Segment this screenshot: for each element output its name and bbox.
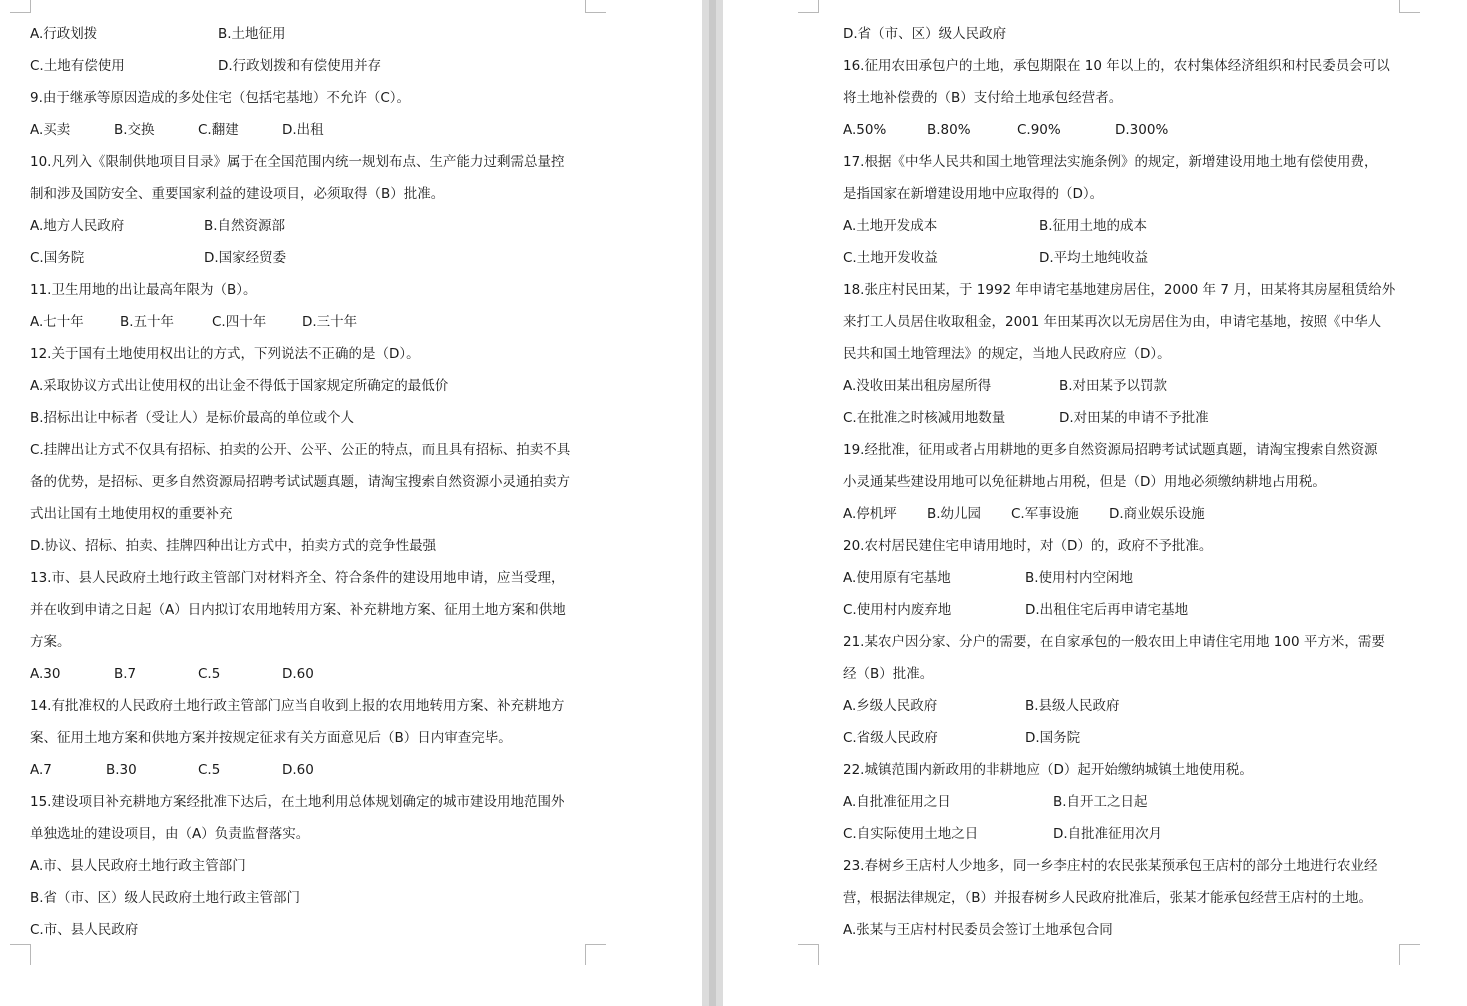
answer-option: C.使用村内废弃地: [843, 602, 952, 618]
answer-option: D.60: [282, 762, 314, 778]
text-line: 12.关于国有土地使用权出让的方式，下列说法不正确的是（D）。: [30, 346, 420, 362]
text-line: A.采取协议方式出让使用权的出让金不得低于国家规定所确定的最低价: [30, 378, 449, 394]
answer-option: B.幼儿园: [927, 506, 982, 522]
text-line: 案、征用土地方案和供地方案并按规定征求有关方面意见后（B）日内审查完毕。: [30, 730, 512, 746]
text-line: 小灵通某些建设用地可以免征耕地占用税，但是（D）用地必须缴纳耕地占用税。: [843, 474, 1326, 490]
answer-options-row: [843, 498, 1403, 530]
answer-options-row: [843, 594, 1403, 626]
answer-options-row: [843, 114, 1403, 146]
text-line: B.省（市、区）级人民政府土地行政主管部门: [30, 890, 301, 906]
answer-option: A.土地开发成本: [843, 218, 938, 234]
answer-option: C.四十年: [212, 314, 267, 330]
answer-option: B.30: [106, 762, 137, 778]
text-line: 经（B）批准。: [843, 666, 934, 682]
text-line: 9.由于继承等原因造成的多处住宅（包括宅基地）不允许（C）。: [30, 90, 411, 106]
answer-options-row: [30, 50, 590, 82]
answer-option: D.行政划拨和有偿使用并存: [218, 58, 382, 74]
answer-option: D.出租: [282, 122, 324, 138]
answer-option: D.60: [282, 666, 314, 682]
text-line: 营，根据法律规定，（B）并报春树乡人民政府批准后，张某才能承包经营王店村的土地。: [843, 890, 1373, 906]
text-line: 16.征用农田承包户的土地，承包期限在 10 年以上的，农村集体经济组织和村民委员会可以: [843, 58, 1390, 74]
text-line: 15.建设项目补充耕地方案经批准下达后，在土地利用总体规划确定的城市建设用地范围外: [30, 794, 565, 810]
text-line: 21.某农户因分家、分户的需要，在自家承包的一般农田上申请住宅用地 100 平方米，需要: [843, 634, 1385, 650]
text-line: 方案。: [30, 634, 71, 650]
crop-mark: [585, 944, 606, 965]
text-line: 来打工人员居住收取租金，2001 年田某再次以无房居住为由，申请宅基地，按照《中华人: [843, 314, 1382, 330]
answer-option: B.对田某予以罚款: [1059, 378, 1168, 394]
answer-options-row: [843, 562, 1403, 594]
answer-option: B.7: [114, 666, 137, 682]
crop-mark: [1399, 944, 1420, 965]
text-line: 备的优势，是招标、更多自然资源局招聘考试试题真题，请淘宝搜索自然资源小灵通拍卖方: [30, 474, 570, 490]
answer-option: D.三十年: [302, 314, 358, 330]
text-line: A.张某与王店村村民委员会签订土地承包合同: [843, 922, 1113, 938]
answer-options-row: [30, 210, 590, 242]
answer-option: B.县级人民政府: [1025, 698, 1120, 714]
text-line: 10.凡列入《限制供地项目目录》属于在全国范围内统一规划布点、生产能力过剩需总量控: [30, 154, 565, 170]
crop-mark: [10, 0, 31, 13]
answer-options-row: [30, 114, 590, 146]
answer-option: D.自批准征用次月: [1053, 826, 1163, 842]
answer-option: B.交换: [114, 122, 155, 138]
crop-mark: [10, 944, 31, 965]
answer-option: A.停机坪: [843, 506, 897, 522]
answer-option: A.乡级人民政府: [843, 698, 938, 714]
answer-option: D.出租住宅后再申请宅基地: [1025, 602, 1189, 618]
document-page-left: [0, 0, 702, 1006]
text-line: C.市、县人民政府: [30, 922, 139, 938]
text-line: 19.经批准，征用或者占用耕地的更多自然资源局招聘考试试题真题，请淘宝搜索自然资源: [843, 442, 1378, 458]
answer-option: D.对田某的申请不予批准: [1059, 410, 1209, 426]
answer-option: C.在批准之时核减用地数量: [843, 410, 1006, 426]
text-line: 13.市、县人民政府土地行政主管部门对材料齐全、符合条件的建设用地申请，应当受理，: [30, 570, 565, 586]
text-line: B.招标出让中标者（受让人）是标价最高的单位或个人: [30, 410, 355, 426]
answer-options-row: [843, 690, 1403, 722]
answer-option: A.没收田某出租房屋所得: [843, 378, 992, 394]
page-gutter: [702, 0, 723, 1006]
answer-option: C.国务院: [30, 250, 85, 266]
answer-option: A.七十年: [30, 314, 84, 330]
answer-option: B.使用村内空闲地: [1025, 570, 1134, 586]
text-line: D.省（市、区）级人民政府: [843, 26, 1007, 42]
answer-option: B.五十年: [120, 314, 175, 330]
answer-options-row: [30, 754, 590, 786]
answer-option: C.省级人民政府: [843, 730, 938, 746]
text-line: 14.有批准权的人民政府土地行政主管部门应当自收到上报的农用地转用方案、补充耕地方: [30, 698, 565, 714]
answer-options-row: [30, 242, 590, 274]
answer-option: A.7: [30, 762, 52, 778]
answer-option: B.土地征用: [218, 26, 286, 42]
answer-options-row: [843, 402, 1403, 434]
answer-option: D.平均土地纯收益: [1039, 250, 1149, 266]
answer-option: A.买卖: [30, 122, 71, 138]
crop-mark: [798, 0, 819, 13]
answer-option: C.土地开发收益: [843, 250, 938, 266]
page-text: [843, 18, 1403, 946]
crop-mark: [798, 944, 819, 965]
answer-option: A.使用原有宅基地: [843, 570, 951, 586]
answer-option: A.地方人民政府: [30, 218, 125, 234]
answer-options-row: [30, 306, 590, 338]
answer-options-row: [843, 210, 1403, 242]
crop-mark: [585, 0, 606, 13]
text-line: 单独选址的建设项目，由（A）负责监督落实。: [30, 826, 310, 842]
text-line: 将土地补偿费的（B）支付给土地承包经营者。: [843, 90, 1123, 106]
answer-option: B.征用土地的成本: [1039, 218, 1148, 234]
answer-option: C.翻建: [198, 122, 239, 138]
text-line: 是指国家在新增建设用地中应取得的（D）。: [843, 186, 1104, 202]
text-line: 22.城镇范围内新政用的非耕地应（D）起开始缴纳城镇土地使用税。: [843, 762, 1253, 778]
answer-option: D.国务院: [1025, 730, 1081, 746]
text-line: 20.农村居民建住宅申请用地时，对（D）的，政府不予批准。: [843, 538, 1213, 554]
answer-option: C.90%: [1017, 122, 1061, 138]
crop-mark: [1399, 0, 1420, 13]
answer-option: C.自实际使用土地之日: [843, 826, 979, 842]
answer-options-row: [843, 786, 1403, 818]
answer-option: A.30: [30, 666, 61, 682]
text-line: 制和涉及国防安全、重要国家利益的建设项目，必须取得（B）批准。: [30, 186, 445, 202]
text-line: 民共和国土地管理法》的规定，当地人民政府应（D）。: [843, 346, 1171, 362]
answer-option: C.5: [198, 666, 221, 682]
answer-options-row: [843, 818, 1403, 850]
answer-option: C.土地有偿使用: [30, 58, 125, 74]
answer-option: D.商业娱乐设施: [1109, 506, 1205, 522]
answer-options-row: [843, 722, 1403, 754]
answer-option: B.自开工之日起: [1053, 794, 1148, 810]
text-line: 23.春树乡王店村人少地多，同一乡李庄村的农民张某预承包王店村的部分土地进行农业经: [843, 858, 1378, 874]
answer-option: A.自批准征用之日: [843, 794, 951, 810]
text-line: D.协议、招标、拍卖、挂牌四种出让方式中，拍卖方式的竞争性最强: [30, 538, 437, 554]
answer-option: A.行政划拨: [30, 26, 98, 42]
answer-option: A.50%: [843, 122, 887, 138]
page-text: [30, 18, 590, 946]
text-line: 11.卫生用地的出让最高年限为（B）。: [30, 282, 257, 298]
answer-options-row: [30, 18, 590, 50]
answer-options-row: [843, 370, 1403, 402]
answer-option: C.军事设施: [1011, 506, 1079, 522]
document-page-right: [723, 0, 1467, 1006]
answer-options-row: [843, 242, 1403, 274]
answer-option: B.自然资源部: [204, 218, 286, 234]
text-line: C.挂牌出让方式不仅具有招标、拍卖的公开、公平、公正的特点，而且具有招标、拍卖不具: [30, 442, 571, 458]
answer-option: C.5: [198, 762, 221, 778]
text-line: 18.张庄村民田某，于 1992 年申请宅基地建房居住，2000 年 7 月，田某将其房屋租赁给外: [843, 282, 1396, 298]
answer-option: D.国家经贸委: [204, 250, 287, 266]
text-line: 17.根据《中华人民共和国土地管理法实施条例》的规定，新增建设用地土地有偿使用费，: [843, 154, 1378, 170]
answer-option: B.80%: [927, 122, 971, 138]
text-line: 并在收到申请之日起（A）日内拟订农用地转用方案、补充耕地方案、征用土地方案和供地: [30, 602, 566, 618]
answer-option: D.300%: [1115, 122, 1169, 138]
text-line: A.市、县人民政府土地行政主管部门: [30, 858, 246, 874]
answer-options-row: [30, 658, 590, 690]
text-line: 式出让国有土地使用权的重要补充: [30, 506, 233, 522]
